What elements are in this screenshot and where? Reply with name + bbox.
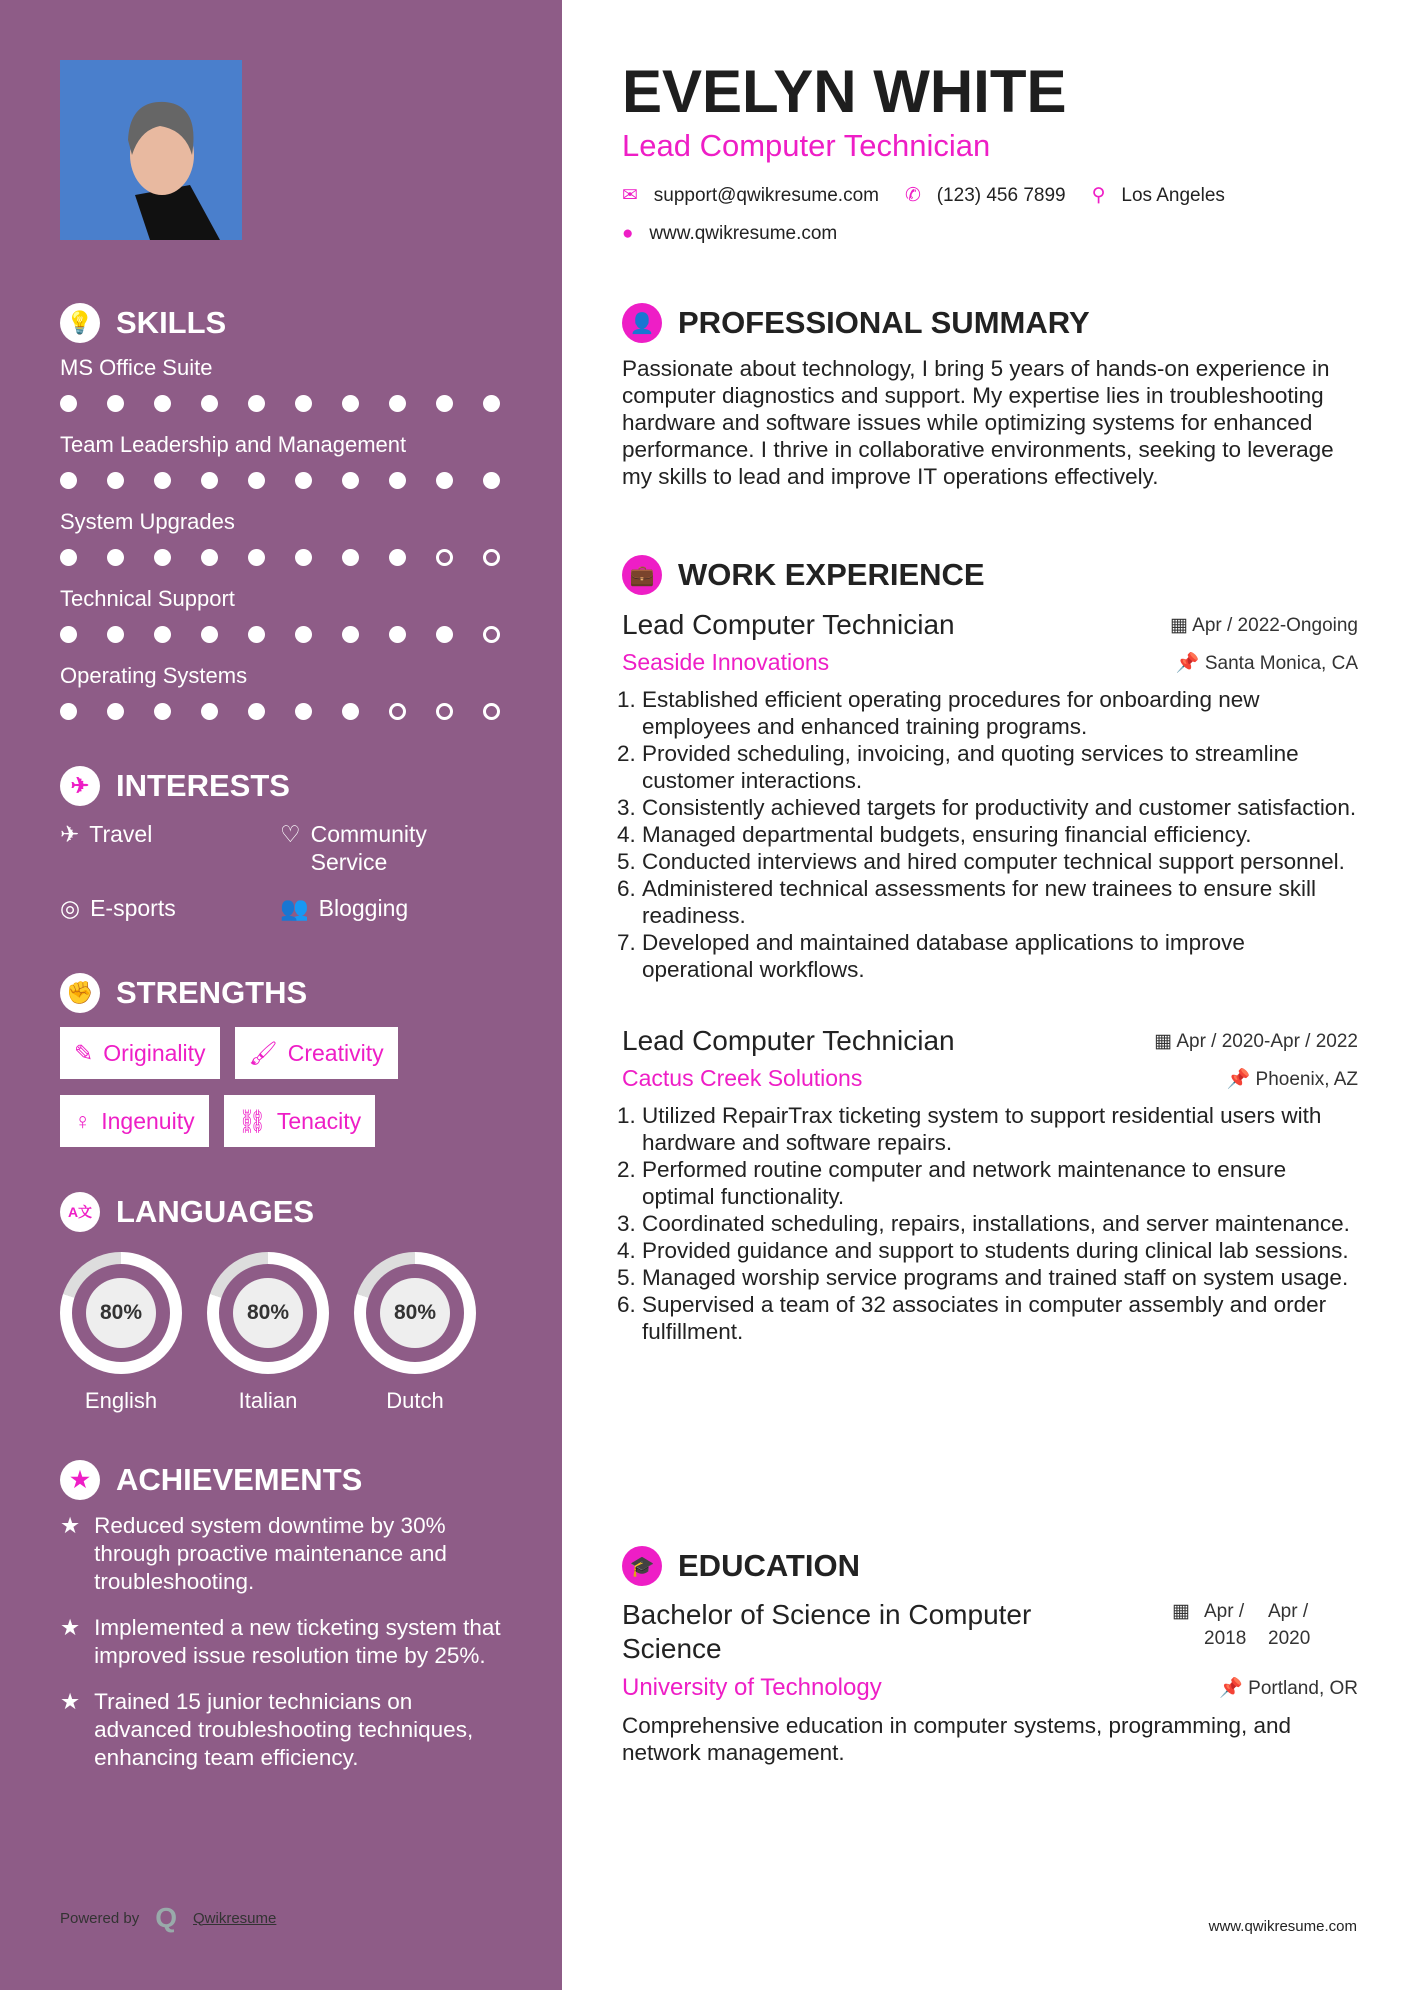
rating-dot-filled	[154, 549, 171, 566]
job-bullet: 3. Consistently achieved targets for productivity and customer satisfaction.	[642, 794, 1358, 821]
rating-dot-filled	[107, 472, 124, 489]
lightbulb-icon: ♀	[74, 1107, 92, 1134]
rating-dot-empty	[483, 626, 500, 643]
achievement-item: ★ Reduced system downtime by 30% through proactive maintenance and troubleshooting.	[60, 1513, 447, 1594]
degree: Bachelor of Science in Computer Science	[622, 1599, 1032, 1664]
rating-dot-filled	[60, 395, 77, 412]
job-title: Lead Computer Technician	[622, 128, 991, 163]
job-bullet: 4. Managed departmental budgets, ensuring financial efficiency.	[642, 821, 1358, 848]
rating-dot-filled	[107, 395, 124, 412]
skill-rating	[60, 395, 520, 412]
rating-dot-empty	[483, 549, 500, 566]
rating-dot-filled	[483, 395, 500, 412]
rating-dot-filled	[342, 626, 359, 643]
achievement-item: ★ Trained 15 junior technicians on advanced troubleshooting techniques, enhancing team efficiency.	[60, 1689, 474, 1770]
job-entry	[622, 1025, 1358, 1345]
interests-section: ✈ INTERESTS ✈ Travel ♡ Community Service ◎ E-sports 👥 Blogging	[60, 766, 520, 922]
globe-icon: ●	[622, 223, 634, 244]
calendar-icon: ▦	[1172, 1601, 1190, 1622]
fist-icon: ✊	[60, 973, 100, 1013]
header	[622, 58, 1358, 245]
rating-dot-filled	[389, 472, 406, 489]
job-bullet: 3. Coordinated scheduling, repairs, installations, and server maintenance.	[642, 1210, 1358, 1237]
rating-dot-filled	[201, 549, 218, 566]
calendar-icon: ▦	[1169, 614, 1188, 636]
job-date: Apr / 2022-Ongoing	[1192, 614, 1358, 636]
interest-esports: ◎ E-sports	[60, 895, 176, 921]
rating-dot-filled	[248, 549, 265, 566]
interest-community-service: ♡ Community Service	[280, 821, 427, 875]
job-title: Lead Computer Technician	[622, 1025, 955, 1056]
achievement-item: ★ Implemented a new ticketing system that improved issue resolution time by 25%.	[60, 1615, 501, 1668]
rating-dot-filled	[60, 472, 77, 489]
rating-dot-filled	[389, 549, 406, 566]
rating-dot-filled	[342, 703, 359, 720]
language-progress-ring: 80%	[354, 1252, 476, 1374]
envelope-icon: ✉	[622, 185, 638, 206]
rating-dot-filled	[60, 549, 77, 566]
skill-rating	[60, 703, 520, 720]
strength-tag: ✎ Originality	[60, 1027, 220, 1079]
shooting-star-icon: ★	[60, 1615, 81, 1640]
rating-dot-filled	[201, 626, 218, 643]
plane-icon: ✈	[60, 821, 80, 847]
rating-dot-filled	[295, 626, 312, 643]
rating-dot-filled	[295, 472, 312, 489]
user-icon: 👤	[622, 303, 662, 343]
hands-icon: ♡	[280, 821, 301, 847]
skill-name: Operating Systems	[60, 663, 248, 688]
rating-dot-filled	[483, 472, 500, 489]
job-bullet: 1. Established efficient operating procedures for onboarding new employees and enhanced training programs.	[642, 686, 1358, 740]
rating-dot-filled	[60, 626, 77, 643]
education-description: Comprehensive education in computer systems, programming, and network management.	[622, 1713, 1292, 1765]
interest-blogging: 👥 Blogging	[280, 895, 409, 921]
skills-section	[60, 303, 520, 740]
rating-dot-filled	[201, 395, 218, 412]
strength-tag: 🖌 Creativity	[235, 1027, 398, 1079]
rating-dot-filled	[342, 549, 359, 566]
language-italian: 80% Italian	[207, 1252, 329, 1414]
rating-dot-filled	[389, 395, 406, 412]
candidate-name: EVELYN WHITE	[622, 58, 1067, 125]
map-pin-icon: ⚲	[1091, 185, 1106, 206]
skill-rating	[60, 472, 520, 489]
company: Seaside Innovations	[622, 649, 830, 675]
languages-section: A文 LANGUAGES 80% English 80% Italian 80% Dutch	[60, 1192, 520, 1414]
job-title: Lead Computer Technician	[622, 609, 955, 640]
pencil-icon: ✎	[74, 1039, 94, 1066]
summary-section: 👤 PROFESSIONAL SUMMARY Passionate about technology, I bring 5 years of hands-on experience in computer diagnostics and support. My expertise lies in troubleshooting hardware and software issues while optimizing systems for enhanced performance. I thrive in collaborative environments, seeking to leverage my skills to lead and improve IT operations effectively.	[622, 303, 1358, 490]
language-progress-ring: 80%	[207, 1252, 329, 1374]
rating-dot-filled	[342, 472, 359, 489]
translate-icon: A文	[60, 1192, 100, 1232]
work-section: 💼 WORK EXPERIENCE Lead Computer Technician ▦ Apr / 2022-Ongoing Seaside Innovations 📌 Santa Monica, CA 1. Established efficient operating procedures for onboarding new employees and enhanced training programs. 2. Provided scheduling, invoicing, and quoting services to streamline customer interactions. 3. Consistently achieved targets for productivity and customer satisfaction. 4. Managed departmental budgets, ensuring financial efficiency. 5. Conducted interviews and hired computer technical support personnel. 6. Administered technical assessments for new trainees to ensure skill readiness. 7. Developed and maintained database applications to improve operational workflows. Lead Computer Technician ▦ Apr / 2020-Apr / 2022 Cactus Creek Solutions 📌 Phoenix, AZ 1. Utilized RepairTrax ticketing system to support residential users with hardware and software repairs. 2. Performed routine computer and network maintenance to ensure optimal functionality. 3. Coordinated scheduling, repairs, installations, and server maintenance. 4. Provided guidance and support to students during clinical lab sessions. 5. Managed worship service programs and trained staff on system usage. 6. Supervised a team of 32 associates in computer assembly and order fulfillment.	[622, 555, 1358, 1345]
job-bullet: 2. Provided scheduling, invoicing, and quoting services to streamline customer interactions.	[642, 740, 1358, 794]
rating-dot-filled	[60, 703, 77, 720]
skill-name: Technical Support	[60, 586, 235, 611]
rating-dot-filled	[107, 549, 124, 566]
job-bullet: 4. Provided guidance and support to students during clinical lab sessions.	[642, 1237, 1358, 1264]
rating-dot-filled	[154, 626, 171, 643]
rating-dot-empty	[483, 703, 500, 720]
skill-name: Team Leadership and Management	[60, 432, 407, 457]
calendar-icon: ▦	[1154, 1030, 1173, 1052]
lightbulb-icon: 💡	[60, 303, 100, 343]
job-bullet: 5. Managed worship service programs and trained staff on system usage.	[642, 1264, 1358, 1291]
job-bullet: 5. Conducted interviews and hired computer technical support personnel.	[642, 848, 1358, 875]
rating-dot-filled	[342, 395, 359, 412]
paper-plane-icon: ✈	[60, 766, 100, 806]
strength-tag: ♀ Ingenuity	[60, 1095, 209, 1147]
pin-icon: 📌	[1226, 1068, 1251, 1090]
school: University of Technology	[622, 1674, 882, 1701]
star-icon: ★	[60, 1460, 100, 1500]
language-english: 80% English	[60, 1252, 182, 1414]
users-icon: 👥	[280, 895, 309, 921]
language-dutch: 80% Dutch	[354, 1252, 476, 1414]
job-bullet: 6. Administered technical assessments for new trainees to ensure skill readiness.	[642, 875, 1358, 929]
email[interactable]: support@qwikresume.com	[653, 185, 879, 206]
job-bullet: 1. Utilized RepairTrax ticketing system to support residential users with hardware and software repairs.	[642, 1102, 1358, 1156]
achievements-section: ★ ACHIEVEMENTS ★ Reduced system downtime by 30% through proactive maintenance and troubleshooting. ★ Implemented a new ticketing system that improved issue resolution time by 25%. ★ Trained 15 junior technicians on advanced troubleshooting techniques, enhancing team efficiency.	[60, 1460, 510, 1790]
rating-dot-filled	[201, 472, 218, 489]
rating-dot-filled	[295, 549, 312, 566]
rating-dot-filled	[248, 395, 265, 412]
job-bullet: 2. Performed routine computer and network maintenance to ensure optimal functionality.	[642, 1156, 1358, 1210]
rating-dot-filled	[107, 703, 124, 720]
qwikresume-link[interactable]: Qwikresume	[193, 1909, 277, 1927]
rating-dot-filled	[154, 703, 171, 720]
rating-dot-filled	[436, 395, 453, 412]
rating-dot-empty	[389, 703, 406, 720]
rating-dot-filled	[436, 472, 453, 489]
graduation-icon: 🎓	[622, 1546, 662, 1586]
link-icon: ⛓	[237, 1107, 267, 1134]
language-progress-ring: 80%	[60, 1252, 182, 1374]
skill-rating	[60, 549, 520, 566]
pin-icon: 📌	[1175, 652, 1200, 674]
job-entry	[622, 609, 1358, 983]
qwikresume-logo-icon: Q	[155, 1902, 177, 1933]
rating-dot-filled	[295, 703, 312, 720]
rating-dot-filled	[389, 626, 406, 643]
interest-travel: ✈ Travel	[60, 821, 153, 847]
rating-dot-filled	[248, 472, 265, 489]
rating-dot-filled	[154, 395, 171, 412]
shooting-star-icon: ★	[60, 1689, 81, 1714]
job-bullet: 7. Developed and maintained database applications to improve operational workflows.	[642, 929, 1358, 983]
strength-tag: ⛓ Tenacity	[224, 1095, 376, 1147]
rating-dot-filled	[248, 703, 265, 720]
rating-dot-filled	[248, 626, 265, 643]
rating-dot-filled	[154, 472, 171, 489]
skill-rating	[60, 626, 520, 643]
job-location: Santa Monica, CA	[1204, 652, 1358, 674]
phone: (123) 456 7899	[936, 185, 1066, 206]
profile-photo	[60, 60, 242, 240]
website[interactable]: www.qwikresume.com	[649, 223, 838, 244]
pin-icon: 📌	[1219, 1678, 1243, 1699]
briefcase-icon: 💼	[622, 555, 662, 595]
strengths-section: ✊ STRENGTHS ✎ Originality 🖌 Creativity ♀ Ingenuity ⛓ Tenacity	[60, 973, 520, 1147]
education-section: 🎓 EDUCATION Bachelor of Science in Computer Science ▦ Apr / 2018 Apr / 2020 University of Technology 📌 Portland, OR Comprehensive education in computer systems, programming, and network management.	[622, 1548, 1358, 1765]
shooting-star-icon: ★	[60, 1513, 81, 1538]
gamepad-icon: ◎	[60, 895, 81, 921]
job-date: Apr / 2020-Apr / 2022	[1176, 1030, 1358, 1052]
sidebar	[0, 0, 562, 1990]
powered-by: Powered by Q Qwikresume	[60, 1902, 277, 1933]
rating-dot-filled	[107, 626, 124, 643]
skills-heading: 💡 SKILLS	[60, 303, 520, 343]
job-location: Phoenix, AZ	[1255, 1068, 1358, 1090]
job-bullet: 6. Supervised a team of 32 associates in computer assembly and order fulfillment.	[642, 1291, 1358, 1345]
skill-name: MS Office Suite	[60, 355, 213, 380]
rating-dot-filled	[201, 703, 218, 720]
brush-icon: 🖌	[248, 1039, 278, 1066]
rating-dot-empty	[436, 703, 453, 720]
rating-dot-filled	[436, 626, 453, 643]
rating-dot-empty	[436, 549, 453, 566]
footer-website[interactable]: www.qwikresume.com	[1208, 1918, 1357, 1935]
phone-icon: ✆	[904, 185, 921, 206]
skill-name: System Upgrades	[60, 509, 235, 534]
location: Los Angeles	[1121, 185, 1225, 206]
company: Cactus Creek Solutions	[622, 1065, 863, 1091]
summary-text: Passionate about technology, I bring 5 years of hands-on experience in computer diagnostics and support. My expertise lies in troubleshooting hardware and software issues while optimizing systems for enhanced performance. I thrive in collaborative environments, seeking to leverage my skills to lead and improve IT operations effectively.	[622, 356, 1334, 489]
rating-dot-filled	[295, 395, 312, 412]
